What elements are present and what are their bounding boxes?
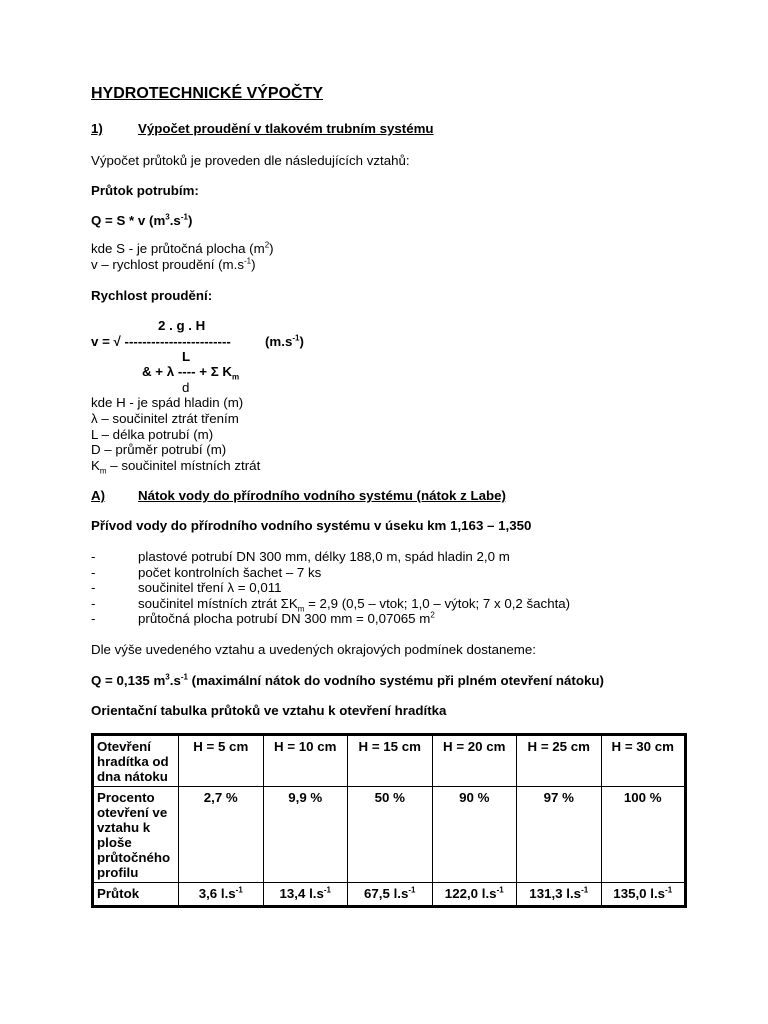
conclusion-text: Dle výše uvedeného vztahu a uvedených okrajových podmínek dostaneme: [91, 642, 536, 657]
velocity-denominator: & + λ ---- + Σ $K_m$ [142, 364, 240, 382]
table-heading: Orientační tabulka průtoků ve vztahu k otevření hradítka [91, 703, 447, 718]
row-label-percent: Procento otevření ve vztahu k ploše průtočného profilu [93, 787, 179, 883]
table-row [93, 735, 686, 787]
def-km: $K_m$ – součinitel místních ztrát [91, 458, 261, 476]
table-cell: 3,6 $l.s^{-1}$ [179, 883, 264, 907]
bullet-1: plastové potrubí DN 300 mm, délky 188,0 m, spád hladin 2,0 m [138, 549, 510, 564]
table-cell: 2,7 % [179, 787, 264, 883]
table-cell: 9,9 % [263, 787, 348, 883]
section-a-heading: Nátok vody do přírodního vodního systému (nátok z Labe) [138, 488, 506, 503]
table-row [93, 787, 686, 883]
table-cell: 13,4 $l.s^{-1}$ [263, 883, 348, 907]
bullet-dash-5: - [91, 611, 96, 626]
table-cell: H = 5 cm [179, 735, 264, 787]
velocity-unit: $(m.s^{-1})$ [265, 333, 304, 349]
table-cell: 90 % [432, 787, 517, 883]
bullet-dash-1: - [91, 549, 96, 564]
table-row [93, 883, 686, 907]
bullet-dash-2: - [91, 565, 96, 580]
where-s: kde S - je průtočná plocha $(m^2)$ [91, 240, 274, 256]
flow-table [91, 733, 687, 908]
result-formula: Q = 0,135 $m^3.s^{-1}$ (maximální nátok do vodního systému při plném otevření nátoku) [91, 672, 604, 688]
table-cell: 135,0 $l.s^{-1}$ [601, 883, 686, 907]
velocity-lhs: v = √ ------------------------ [91, 334, 231, 349]
where-v: v – rychlost proudění $(m.s^{-1})$ [91, 256, 256, 272]
supply-heading: Přívod vody do přírodního vodního systému v úseku km 1,163 – 1,350 [91, 518, 532, 533]
table-cell: H = 10 cm [263, 735, 348, 787]
intro-text: Výpočet průtoků je proveden dle následujících vztahů: [91, 153, 410, 168]
table-cell: 100 % [601, 787, 686, 883]
bullet-3: součinitel tření λ = 0,011 [138, 580, 282, 595]
section-a-label: A) [91, 488, 106, 503]
velocity-heading: Rychlost proudění: [91, 288, 213, 303]
bullet-dash-3: - [91, 580, 96, 595]
bullet-dash-4: - [91, 596, 96, 611]
def-l: L – délka potrubí (m) [91, 427, 214, 442]
section-1-heading: Výpočet proudění v tlakovém trubním systému [138, 121, 434, 136]
table-cell: 50 % [348, 787, 433, 883]
table-cell: H = 15 cm [348, 735, 433, 787]
velocity-numerator: 2 . g . H [158, 318, 206, 333]
velocity-L: L [182, 349, 191, 364]
row-label-flow: Průtok [93, 883, 179, 907]
table-cell: H = 30 cm [601, 735, 686, 787]
bullet-2: počet kontrolních šachet – 7 ks [138, 565, 322, 580]
table-cell: 97 % [517, 787, 602, 883]
table-cell: 67,5 $l.s^{-1}$ [348, 883, 433, 907]
section-1-number: 1) [91, 121, 103, 136]
table-cell: 131,3 $l.s^{-1}$ [517, 883, 602, 907]
row-label-opening: Otevření hradítka od dna nátoku [93, 735, 179, 787]
table-cell: 122,0 $l.s^{-1}$ [432, 883, 517, 907]
def-lambda: λ – součinitel ztrát třením [91, 411, 239, 426]
table-cell: H = 25 cm [517, 735, 602, 787]
table-cell: H = 20 cm [432, 735, 517, 787]
def-h: kde H - je spád hladin (m) [91, 395, 244, 410]
velocity-d: d [182, 380, 190, 395]
def-d: D – průměr potrubí (m) [91, 442, 227, 457]
flow-formula: Q = S * v $(m^3.s^{-1})$ [91, 212, 193, 228]
bullet-5: průtočná plocha potrubí DN 300 mm = 0,07065 $m^2$ [138, 610, 435, 626]
flow-heading: Průtok potrubím: [91, 183, 199, 198]
page-title: HYDROTECHNICKÉ VÝPOČTY [91, 85, 324, 102]
bullet-4: součinitel místních ztrát $\Sigma K_m = 2,9$ (0,5 – vtok; 1,0 – výtok; 7 x 0,2 šachta) [138, 596, 571, 614]
